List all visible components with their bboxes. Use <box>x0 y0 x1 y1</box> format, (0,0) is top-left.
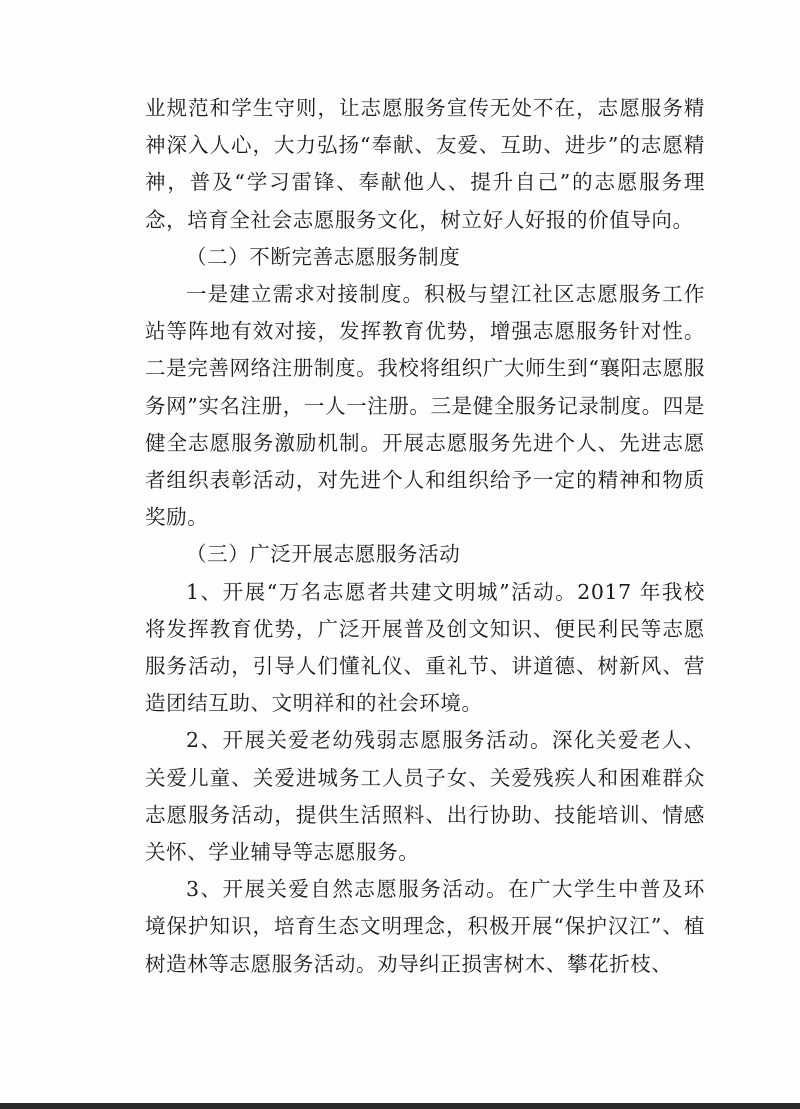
section-heading-2: （二）不断完善志愿服务制度 <box>186 244 461 269</box>
paragraph-system: 一是建立需求对接制度。积极与望江社区志愿服务工作站等阵地有效对接，发挥教育优势，增强志愿服务针对性。二是完善网络注册制度。我校将组织广大师生到“襄阳志愿服务网”实名注册，一人一注册。三是健全服务记录制度。四是健全志愿服务激励机制。开展志愿服务先进个人、先进志愿者组织表彰活动，对先进个人和组织给予一定的精神和物质奖励。 <box>145 282 705 530</box>
paragraph-continued: 业规范和学生守则，让志愿服务宣传无处不在，志愿服务精神深入人心，大力弘扬“奉献、友爱、互助、进步”的志愿精神，普及“学习雷锋、奉献他人、提升自己”的志愿服务理念，培育全社会志愿服务文化，树立好人好报的价值导向。 <box>145 96 705 232</box>
document-body <box>145 90 705 983</box>
paragraph-activity-2: 2、开展关爱老幼残弱志愿服务活动。深化关爱老人、关爱儿童、关爱进城务工人员子女、关爱残疾人和困难群众志愿服务活动，提供生活照料、出行协助、技能培训、情感关怀、学业辅导等志愿服务。 <box>145 728 705 865</box>
scan-bottom-edge <box>0 1103 800 1109</box>
paragraph-activity-1: 1、开展“万名志愿者共建文明城”活动。2017 年我校将发挥教育优势，广泛开展普及创文知识、便民利民等志愿服务活动，引导人们懂礼仪、重礼节、讲道德、树新风、营造团结互助、文明祥和的社会环境。 <box>145 579 705 716</box>
section-heading-3: （三）广泛开展志愿服务活动 <box>186 542 461 567</box>
paragraph-activity-3: 3、开展关爱自然志愿服务活动。在广大学生中普及环境保护知识，培育生态文明理念，积极开展“保护汉江”、植树造林等志愿服务活动。劝导纠正损害树木、攀花折枝、 <box>145 877 705 976</box>
